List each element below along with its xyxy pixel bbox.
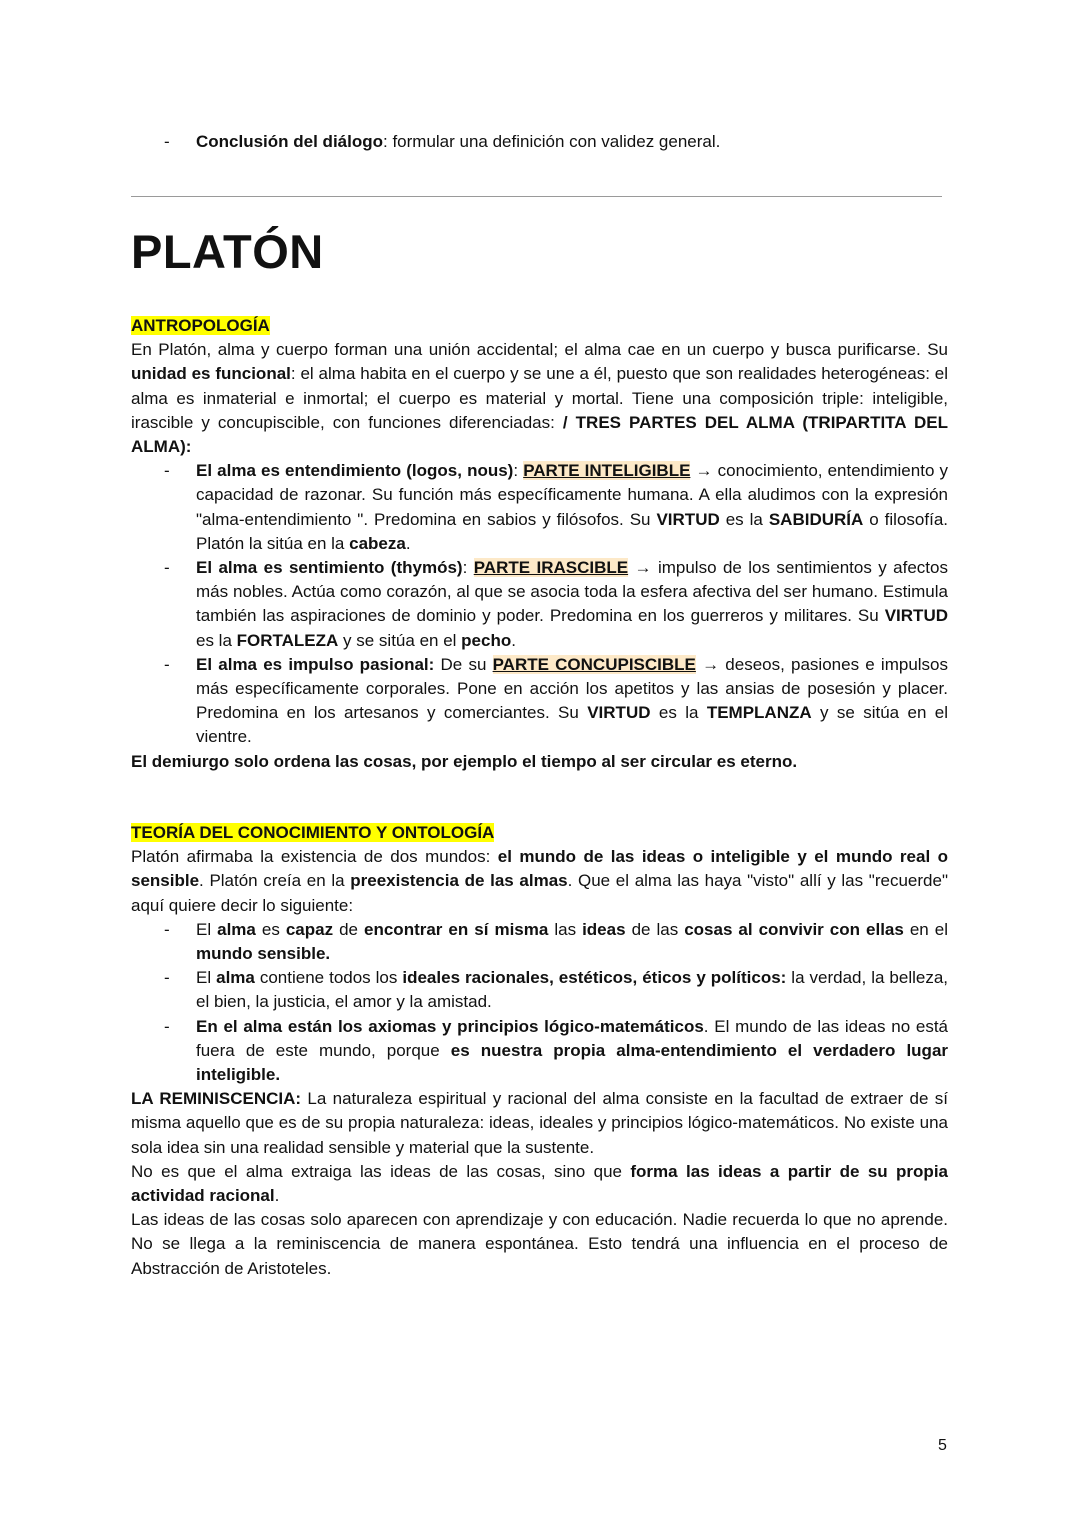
highlight-parte-inteligible: PARTE INTELIGIBLE — [523, 461, 691, 481]
bullet-alma-capaz: - El alma es capaz de encontrar en sí misma las ideas de las cosas al convivir con ellas en el mundo sensible. — [131, 918, 948, 966]
bullet-inteligible: - El alma es entendimiento (logos, nous): PARTE INTELIGIBLE → conocimiento, entendimiento y capacidad de razonar. Su función más específicamente humana. A ella aludimos con la expresión "alma-entendimiento ". Predomina en sabios y filósofos. Su VIRTUD es la SABIDURÍA o filosofía. Platón la sitúa en la cabeza. — [131, 459, 948, 556]
antropologia-section — [131, 314, 948, 774]
antropologia-intro: En Platón, alma y cuerpo forman una unión accidental; el alma cae en un cuerpo y busca purificarse. Su unidad es funcional: el alma habita en el cuerpo y se une a él, puesto que son realidades heterogéneas: el alma es inmaterial e inmortal; el cuerpo es material y mortal. Tiene una composición triple: inteligible, irascible y concupiscible, con funciones diferenciadas: / TRES PARTES DEL ALMA (TRIPARTITA DEL ALMA): — [131, 340, 949, 457]
conclusion-bullet — [131, 130, 948, 154]
demiurgo-line: El demiurgo solo ordena las cosas, por ejemplo el tiempo al ser circular es eterno. — [131, 751, 798, 771]
highlight-parte-concupiscible: PARTE CONCUPISCIBLE — [492, 654, 696, 674]
bullet-concupiscible: - El alma es impulso pasional: De su PARTE CONCUPISCIBLE → deseos, pasiones e impulsos más específicamente corporales. Pone en acción los apetitos y las ansias de posesión y placer. Predomina en los artesanos y comerciantes. Su VIRTUD es la TEMPLANZA y se sitúa en el vientre. — [131, 653, 948, 750]
reminiscencia-paragraph: LA REMINISCENCIA: La naturaleza espiritual y racional del alma consiste en la facultad de extraer de sí misma aquello que es de su propia naturaleza: ideas, ideales y principios lógico-matemáticos. No existe una sola idea sin una realidad sensible y material que la sustente. — [131, 1089, 948, 1157]
bullet-irascible: - El alma es sentimiento (thymós): PARTE IRASCIBLE → impulso de los sentimientos y afectos más nobles. Actúa como corazón, al que se asocia toda la esfera afectiva del ser humano. Estimula también las aspiraciones de dominio y poder. Predomina en los guerreros y militares. Su VIRTUD es la FORTALEZA y se sitúa en el pecho. — [131, 556, 948, 653]
page-number: 5 — [938, 1437, 947, 1454]
conclusion-text: : formular una definición con validez general. — [383, 132, 721, 151]
teoria-intro: Platón afirmaba la existencia de dos mundos: el mundo de las ideas o inteligible y el mundo real o sensible. Platón creía en la preexistencia de las almas. Que el alma las haya "visto" allí y las "recuerde" aquí quiere decir lo siguiente: — [131, 847, 948, 915]
horizontal-divider — [131, 196, 942, 197]
title-block — [131, 224, 948, 280]
forma-ideas-paragraph: No es que el alma extraiga las ideas de las cosas, sino que forma las ideas a partir de su propia actividad racional. — [131, 1161, 948, 1206]
page-title: PLATÓN — [131, 225, 324, 278]
aprendizaje-paragraph: Las ideas de las cosas solo aparecen con aprendizaje y con educación. Nadie recuerda lo que no aprende. No se llega a la reminiscencia de manera espontánea. Esto tendrá una influencia en el proceso de Abstracción de Aristoteles. — [131, 1210, 948, 1278]
highlight-parte-irascible: PARTE IRASCIBLE — [473, 558, 629, 578]
conclusion-term: Conclusión del diálogo — [196, 132, 383, 151]
section-heading-antropologia: ANTROPOLOGÍA — [131, 316, 270, 335]
section-heading-teoria: TEORÍA DEL CONOCIMIENTO Y ONTOLOGÍA — [131, 823, 495, 842]
bullet-axiomas: - En el alma están los axiomas y principios lógico-matemáticos. El mundo de las ideas no está fuera de este mundo, porque es nuestra propia alma-entendimiento el verdadero lugar inteligible. — [131, 1015, 948, 1088]
top-section — [131, 130, 948, 154]
teoria-section — [131, 821, 948, 1281]
bullet-ideales: - El alma contiene todos los ideales racionales, estéticos, éticos y políticos: la verdad, la belleza, el bien, la justicia, el amor y la amistad. — [131, 966, 948, 1014]
